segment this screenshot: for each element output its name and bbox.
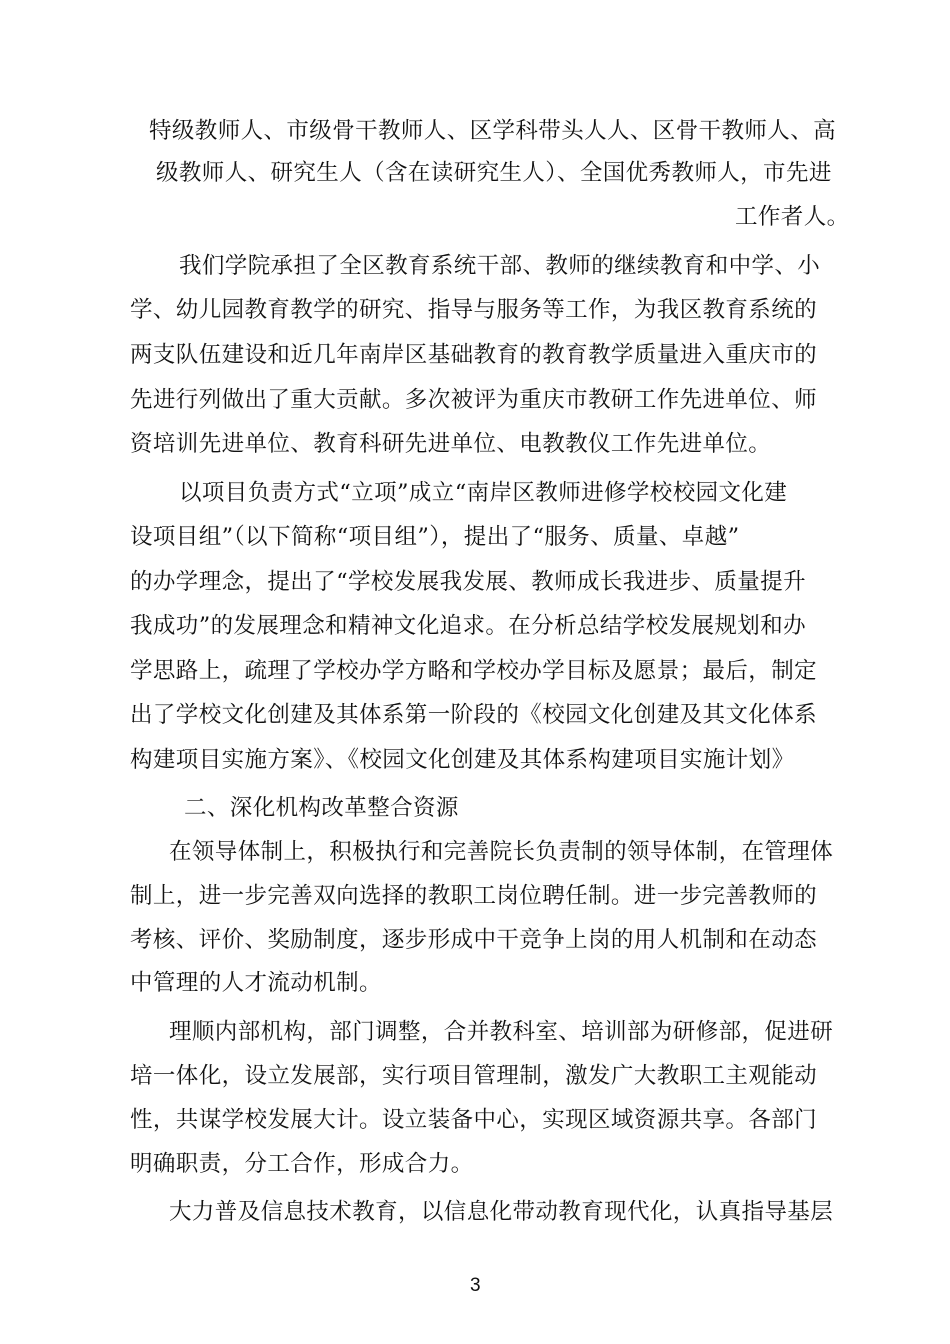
- text-line: 两支队伍建设和近几年南岸区基础教育的教育教学质量进入重庆市的: [130, 342, 818, 368]
- text-line: 培一体化，设立发展部，实行项目管理制，激发广大教职工主观能动: [130, 1063, 818, 1089]
- text-line: 中管理的人才流动机制。: [130, 970, 382, 996]
- text-line: 性，共谋学校发展大计。设立装备中心，实现区域资源共享。各部门: [130, 1107, 818, 1133]
- text-line: 构建项目实施方案》、《校园文化创建及其体系构建项目实施计划》: [130, 747, 795, 773]
- text-line: 级教师人、研究生人（含在读研究生人）、全国优秀教师人，市先进: [156, 160, 832, 186]
- text-line: 的办学理念，提出了“学校发展我发展、教师成长我进步、质量提升: [130, 569, 807, 595]
- page-number: 3: [470, 1275, 481, 1296]
- text-line: 在领导体制上，积极执行和完善院长负责制的领导体制，在管理体: [169, 839, 834, 865]
- text-line: 资培训先进单位、教育科研先进单位、电教教仪工作先进单位。: [130, 431, 772, 457]
- text-line: 制上，进一步完善双向选择的教职工岗位聘任制。进一步完善教师的: [130, 883, 818, 909]
- text-line: 我们学院承担了全区教育系统干部、教师的继续教育和中学、小: [179, 253, 821, 279]
- text-line: 先进行列做出了重大贡献。多次被评为重庆市教研工作先进单位、师: [130, 387, 818, 413]
- text-line: 工作者人。: [735, 204, 850, 230]
- text-line: 设项目组”（以下简称“项目组”），提出了“服务、质量、卓越”: [130, 524, 740, 550]
- text-line: 我成功”的发展理念和精神文化追求。在分析总结学校发展规划和办: [130, 613, 807, 639]
- text-line: 以项目负责方式“立项”成立“南岸区教师进修学校校园文化建: [179, 480, 788, 506]
- text-line: 大力普及信息技术教育，以信息化带动教育现代化，认真指导基层: [169, 1199, 834, 1225]
- text-line: 学、幼儿园教育教学的研究、指导与服务等工作，为我区教育系统的: [130, 297, 818, 323]
- text-line: 考核、评价、奖励制度，逐步形成中干竞争上岗的用人机制和在动态: [130, 927, 818, 953]
- text-line: 出了学校文化创建及其体系第一阶段的《校园文化创建及其文化体系: [130, 702, 818, 728]
- text-line: 理顺内部机构，部门调整，合并教科室、培训部为研修部，促进研: [169, 1019, 834, 1045]
- text-line: 特级教师人、市级骨干教师人、区学科带头人人、区骨干教师人、高: [149, 118, 837, 144]
- section-heading: 二、深化机构改革整合资源: [184, 795, 459, 821]
- text-line: 学思路上，疏理了学校办学方略和学校办学目标及愿景；最后，制定: [130, 658, 818, 684]
- text-line: 明确职责，分工合作，形成合力。: [130, 1151, 474, 1177]
